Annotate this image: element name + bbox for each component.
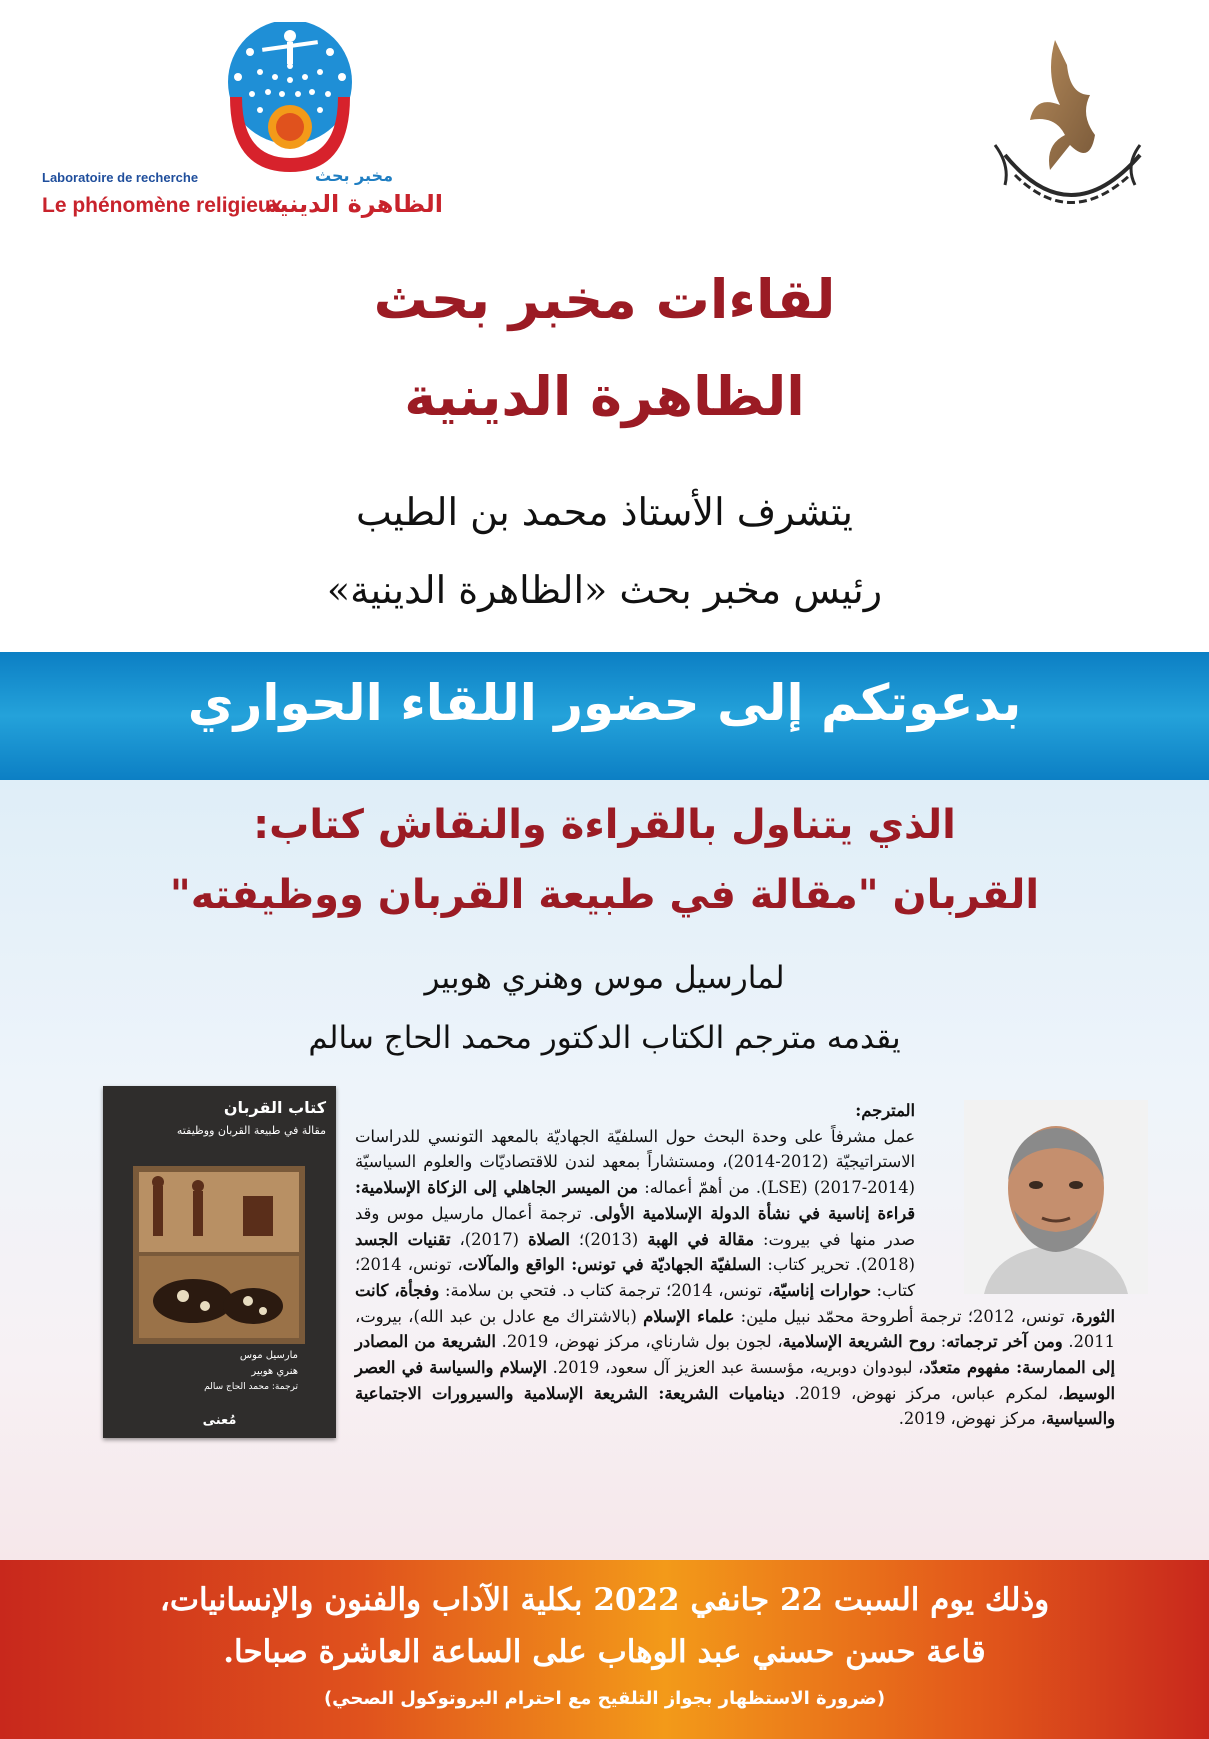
event-footer <box>0 1560 1209 1739</box>
invite-band <box>0 652 1209 780</box>
book-title: القربان "مقالة في طبيعة القربان ووظيفته" <box>169 872 1040 918</box>
bio-work-title: مقالة في الهبة <box>647 1229 754 1249</box>
bio-work-title: السلفيّة الجهاديّة في تونس: الواقع والمآلات <box>462 1255 762 1275</box>
lab-name-fr: Le phénomène religieux <box>42 194 283 217</box>
lab-name-ar: الظاهرة الدينية <box>265 190 443 218</box>
poster-header <box>0 0 1209 250</box>
host-line-2: رئيس مخبر بحث «الظاهرة الدينية» <box>326 568 883 612</box>
bio-heading: المترجم: <box>855 1101 915 1120</box>
bio-text: ، لبودوان دوبريه، مؤسسة عبد العزيز آل سعود، 2019. <box>546 1358 924 1378</box>
bio-text: ، تونس، 2014؛ ترجمة كتاب د. فتحي بن سلامة: <box>439 1280 773 1300</box>
translator-bio <box>100 1098 1115 1440</box>
event-date-venue: وذلك يوم السبت 22 جانفي 2022 بكلية الآداب والفنون والإنسانيات، <box>159 1582 1050 1618</box>
bio-work-title: ديناميات الشريعة: الشريعة الإسلامية والسيرورات الاجتماعية والسياسية <box>355 1383 1115 1429</box>
bio-work-title: تقنيات الجسد <box>355 1229 451 1249</box>
book-cover-title: كتاب القربان <box>223 1098 326 1117</box>
bio-work-title: علماء الإسلام <box>643 1306 735 1326</box>
host-line-1: يتشرف الأستاذ محمد بن الطيب <box>355 490 854 534</box>
bio-text: (بالاشتراك مع عادل بن عبد الله)، بيروت، 2011. <box>355 1306 1115 1352</box>
bio-text: : <box>935 1332 947 1352</box>
bio-work-title: الشريعة من المصادر إلى الممارسة: مفهوم متعدّد <box>355 1332 1115 1378</box>
bio-text: ، تونس، 2012؛ ترجمة أطروحة محمّد نبيل ملين: <box>734 1306 1076 1326</box>
health-note: (ضرورة الاستظهار بجواز التلقيح مع احترام البروتوكول الصحي) <box>323 1688 886 1709</box>
bio-work-title: الصلاة <box>528 1229 570 1249</box>
bio-text: ، لجون بول شارناي، مركز نهوض، 2019. <box>495 1332 783 1352</box>
lab-logo <box>40 22 490 227</box>
book-cover-subtitle: مقالة في طبيعة القربان ووظيفته <box>176 1124 326 1137</box>
book-authors: لمارسيل موس وهنري هوبير <box>424 960 785 996</box>
book-cover-author-1: مارسيل موس <box>239 1350 298 1361</box>
bio-work-title: ومن آخر ترجماته <box>946 1332 1063 1352</box>
lab-emblem-icon <box>190 22 390 182</box>
bio-text: ، مركز نهوض، 2019. <box>898 1409 1046 1429</box>
bio-text: . ترجمة أعمال مارسيل موس وقد صدر منها في بيروت: <box>355 1203 915 1249</box>
bio-text: ، تونس، 2014؛ كتاب: <box>355 1255 915 1300</box>
bio-text: عمل مشرفاً على وحدة البحث حول السلفيّة الجهاديّة بالمعهد التونسي للدراسات الاستراتيجيّة (2012-2014)، ومستشاراً بمعهد لندن للاقتصاديّات والعلوم السياسيّة (2014-2017) (LSE). من أهمّ أعماله: <box>355 1126 916 1198</box>
book-section <box>0 780 1209 1560</box>
bio-text: (2018). تحرير كتاب: <box>761 1255 916 1275</box>
book-cover-translator: ترجمة: محمد الحاج سالم <box>204 1382 298 1392</box>
lab-name-fr-small: Laboratoire de recherche <box>42 170 199 185</box>
book-cover-author-2: هنري هوبير <box>251 1366 298 1377</box>
title-line-1: لقاءات مخبر بحث <box>373 268 836 331</box>
bio-work-title: من الميسر الجاهلي إلى الزكاة الإسلامية: قراءة إناسية في نشأة الدولة الإسلامية الأولى <box>355 1178 915 1223</box>
invite-text: بدعوتكم إلى حضور اللقاء الحواري <box>187 674 1022 732</box>
book-cover-publisher: مُعنى <box>202 1413 237 1428</box>
bio-work-title: الإسلام والسياسة في العصر الوسيط <box>355 1358 1115 1403</box>
faculty-logo-icon <box>975 35 1165 230</box>
bio-text: (2017)، <box>450 1229 529 1249</box>
title-line-2: الظاهرة الدينية <box>404 365 805 428</box>
bio-text: ، لمكرم عباس، مركز نهوض، 2019. <box>784 1383 1064 1403</box>
bio-work-title: حوارات إناسيّة <box>772 1280 871 1300</box>
bio-work-title: روح الشريعة الإسلامية <box>782 1332 936 1352</box>
book-presenter: يقدمه مترجم الكتاب الدكتور محمد الحاج سالم <box>308 1020 901 1056</box>
event-room-time: قاعة حسن حسني عبد الوهاب على الساعة العاشرة صباحا. <box>223 1634 986 1670</box>
lab-name-ar-small: مخبر بحث <box>315 166 393 185</box>
bio-text: (2013)؛ <box>569 1229 648 1249</box>
bio-work-title: وفجأة، كانت الثورة <box>355 1280 1115 1326</box>
book-intro: الذي يتناول بالقراءة والنقاش كتاب: <box>253 802 956 848</box>
